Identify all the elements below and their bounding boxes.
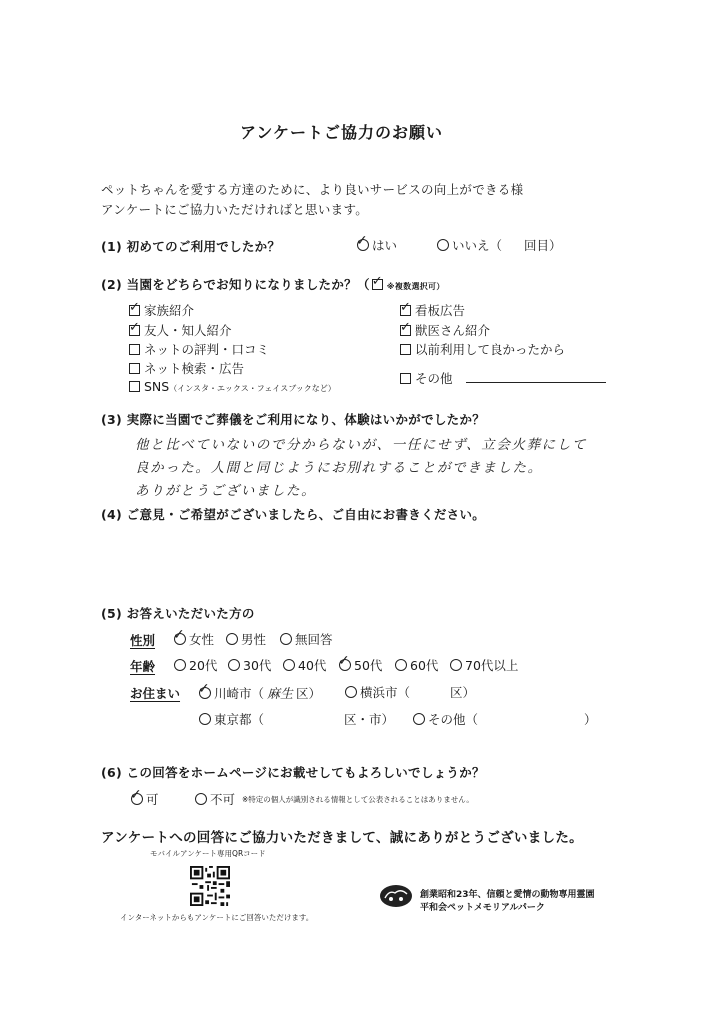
q5-gender-label: 性別 bbox=[130, 633, 156, 648]
q2-option-friend[interactable] bbox=[129, 321, 232, 339]
residence-kawasaki-label: 川崎市（ bbox=[214, 686, 265, 701]
q2-option-vet[interactable] bbox=[400, 321, 490, 339]
residence-tokyo-label: 東京都（ bbox=[214, 712, 265, 727]
q5-label: (5) お答えいただいた方の bbox=[101, 606, 255, 621]
residence-tokyo-suffix: 区・市） bbox=[344, 712, 395, 727]
q3-answer-line-1: 他と比べていないので分からないが、一任にせず、立会火葬にして bbox=[135, 437, 587, 453]
gender-option-female[interactable] bbox=[174, 630, 214, 648]
q2-option-family[interactable] bbox=[129, 301, 194, 319]
q2-label bbox=[101, 275, 445, 293]
age-70s-label: 70代以上 bbox=[465, 658, 519, 673]
residence-tokyo-radio[interactable] bbox=[199, 713, 211, 725]
q5-residence-label: お住まい bbox=[130, 686, 181, 701]
intro-line-1: ペットちゃんを愛する方達のために、より良いサービスの向上ができる様 bbox=[101, 182, 524, 197]
q2-sns-label: SNS bbox=[144, 379, 170, 394]
q6-label: (6) この回答をホームページにお載せしてもよろしいでしょうか？ bbox=[101, 765, 485, 780]
residence-kawasaki-suffix: 区） bbox=[296, 686, 322, 701]
q2-option-net-reviews[interactable] bbox=[129, 340, 269, 358]
q2-option-other[interactable] bbox=[400, 369, 453, 387]
age-40s-radio[interactable] bbox=[283, 659, 295, 671]
q1-option-no[interactable] bbox=[437, 236, 502, 254]
q6-yes-label: 可 bbox=[146, 792, 159, 807]
intro-line-2: アンケートにご協力いただければと思います。 bbox=[101, 202, 369, 217]
qr-code-icon[interactable] bbox=[190, 866, 230, 906]
q2-vet-label: 獣医さん紹介 bbox=[415, 323, 491, 338]
q1-no-radio[interactable] bbox=[437, 239, 449, 251]
residence-yokohama-suffix: 区） bbox=[450, 685, 476, 700]
residence-option-other[interactable] bbox=[413, 710, 478, 728]
residence-kawasaki-radio[interactable] bbox=[199, 687, 211, 699]
q2-option-sns[interactable] bbox=[129, 379, 336, 394]
age-20s-label: 20代 bbox=[189, 658, 218, 673]
q2-net-search-label: ネット検索・広告 bbox=[144, 361, 245, 376]
age-70s-radio[interactable] bbox=[450, 659, 462, 671]
age-option-70s[interactable] bbox=[450, 656, 518, 674]
q2-option-signboard[interactable] bbox=[400, 301, 465, 319]
age-30s-radio[interactable] bbox=[228, 659, 240, 671]
gender-option-none[interactable] bbox=[280, 630, 333, 648]
q6-no-radio[interactable] bbox=[195, 793, 207, 805]
q1-yes-radio[interactable] bbox=[357, 239, 369, 251]
q3-label: (3) 実際に当園でご葬儀をご利用になり、体験はいかがでしたか？ bbox=[101, 412, 486, 427]
thanks-message: アンケートへの回答にご協力いただきまして、誠にありがとうございました。 bbox=[101, 830, 583, 846]
residence-option-tokyo[interactable] bbox=[199, 710, 264, 728]
age-option-30s[interactable] bbox=[228, 656, 271, 674]
q2-family-label: 家族紹介 bbox=[144, 303, 195, 318]
residence-yokohama-label: 横浜市（ bbox=[360, 685, 411, 700]
q2-net-search-checkbox[interactable] bbox=[129, 363, 140, 374]
multi-select-checkbox-icon bbox=[372, 279, 383, 290]
org-name: 平和会ペットメモリアルパーク bbox=[420, 903, 545, 913]
q6-no-label: 不可 bbox=[210, 792, 236, 807]
q1-option-yes[interactable] bbox=[357, 236, 397, 254]
q2-net-reviews-label: ネットの評判・口コミ bbox=[144, 342, 270, 357]
q2-friend-checkbox[interactable] bbox=[129, 325, 140, 336]
q2-previous-checkbox[interactable] bbox=[400, 344, 411, 355]
q2-option-previous[interactable] bbox=[400, 340, 565, 358]
residence-option-yokohama[interactable] bbox=[345, 683, 410, 701]
residence-other-radio[interactable] bbox=[413, 713, 425, 725]
q2-other-checkbox[interactable] bbox=[400, 373, 411, 384]
q3-answer-line-3: ありがとうございました。 bbox=[135, 483, 317, 499]
q6-option-yes[interactable] bbox=[131, 790, 159, 808]
q2-net-reviews-checkbox[interactable] bbox=[129, 344, 140, 355]
q1-count-suffix: 回目） bbox=[524, 238, 562, 253]
internet-note: インターネットからもアンケートにご回答いただけます。 bbox=[120, 913, 314, 922]
q2-vet-checkbox[interactable] bbox=[400, 325, 411, 336]
age-20s-radio[interactable] bbox=[174, 659, 186, 671]
q1-no-label: いいえ（ bbox=[452, 238, 503, 253]
q6-option-no[interactable] bbox=[195, 790, 235, 808]
gender-male-label: 男性 bbox=[241, 632, 267, 647]
q2-signboard-label: 看板広告 bbox=[415, 303, 466, 318]
q1-label: (1) 初めてのご利用でしたか？ bbox=[101, 239, 281, 254]
age-option-20s[interactable] bbox=[174, 656, 217, 674]
age-30s-label: 30代 bbox=[243, 658, 272, 673]
gender-female-radio[interactable] bbox=[174, 633, 186, 645]
age-option-40s[interactable] bbox=[283, 656, 326, 674]
qr-caption: モバイルアンケート専用QRコード bbox=[150, 849, 266, 858]
q2-other-input-line[interactable] bbox=[466, 382, 606, 383]
age-40s-label: 40代 bbox=[298, 658, 327, 673]
age-option-50s[interactable] bbox=[339, 656, 382, 674]
q2-friend-label: 友人・知人紹介 bbox=[144, 323, 232, 338]
age-60s-label: 60代 bbox=[410, 658, 439, 673]
q2-sns-checkbox[interactable] bbox=[129, 381, 140, 392]
q4-label: (4) ご意見・ご希望がございましたら、ご自由にお書きください。 bbox=[101, 507, 486, 522]
q2-sns-note: （インスタ・エックス・フェイスブックなど） bbox=[169, 384, 336, 393]
q2-previous-label: 以前利用して良かったから bbox=[415, 342, 566, 357]
q6-yes-radio[interactable] bbox=[131, 793, 143, 805]
residence-yokohama-radio[interactable] bbox=[345, 686, 357, 698]
residence-other-label: その他（ bbox=[428, 712, 479, 727]
age-option-60s[interactable] bbox=[395, 656, 438, 674]
age-50s-label: 50代 bbox=[354, 658, 383, 673]
residence-option-kawasaki[interactable] bbox=[199, 683, 321, 702]
q2-family-checkbox[interactable] bbox=[129, 305, 140, 316]
q6-privacy-note: ※特定の個人が識別される情報として公表されることはありません。 bbox=[242, 795, 474, 804]
residence-kawasaki-ward: 麻生 bbox=[267, 687, 294, 702]
q2-other-label: その他 bbox=[415, 371, 453, 386]
gender-none-label: 無回答 bbox=[295, 632, 333, 647]
q1-yes-label: はい bbox=[372, 238, 398, 253]
org-tagline: 創業昭和23年、信頼と愛情の動物専用霊園 bbox=[420, 890, 595, 900]
gender-none-radio[interactable] bbox=[280, 633, 292, 645]
q2-multi-note: ※複数選択可） bbox=[386, 282, 445, 291]
age-60s-radio[interactable] bbox=[395, 659, 407, 671]
q2-option-net-search[interactable] bbox=[129, 359, 244, 377]
q2-label-text: (2) 当園をどちらでお知りになりましたか？（ bbox=[101, 277, 370, 292]
q2-signboard-checkbox[interactable] bbox=[400, 305, 411, 316]
memorial-park-logo-icon bbox=[379, 884, 413, 908]
page-title: アンケートご協力のお願い bbox=[240, 123, 444, 142]
q3-answer-line-2: 良かった。人間と同じようにお別れすることができました。 bbox=[135, 460, 543, 476]
gender-male-radio[interactable] bbox=[226, 633, 238, 645]
gender-female-label: 女性 bbox=[189, 632, 215, 647]
residence-other-close: ） bbox=[584, 712, 597, 727]
age-50s-radio[interactable] bbox=[339, 659, 351, 671]
gender-option-male[interactable] bbox=[226, 630, 266, 648]
q5-age-label: 年齢 bbox=[130, 659, 156, 674]
